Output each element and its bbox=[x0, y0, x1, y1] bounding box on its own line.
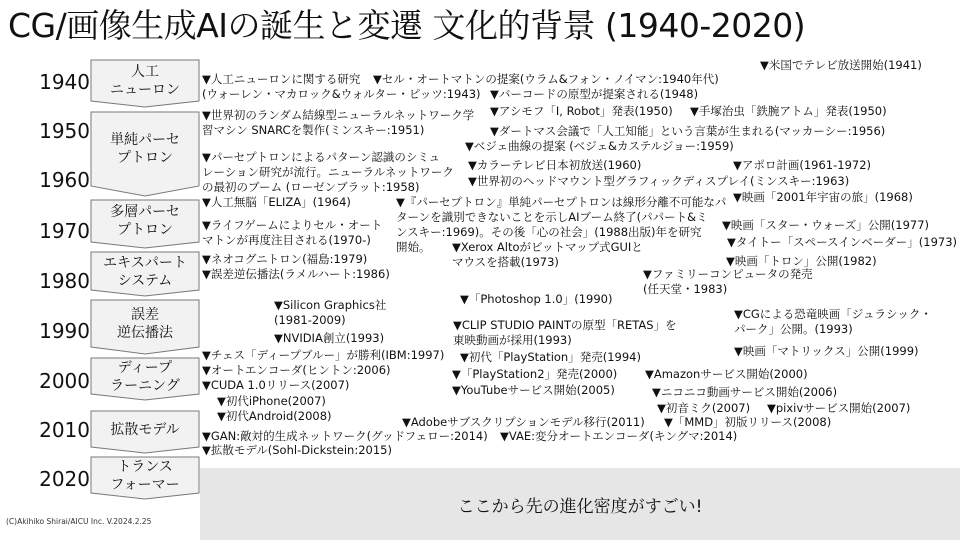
era-label: エキスパート システム bbox=[103, 254, 187, 289]
timeline-event: ▼タイトー「スペースインベーダー」(1973) bbox=[727, 235, 958, 249]
timeline-event: ▼『パーセプトロン』単純パーセプトロンは線形分離不可能なパ ターンを識別できないことを示しAIブーム終了(パパート&ミ ンスキー:1969)。その後「心の社会」(1988出版)年を研究 開始。 bbox=[396, 195, 727, 254]
timeline-event: ▼pixivサービス開始(2007) bbox=[767, 401, 911, 415]
year-label: 1940 bbox=[39, 70, 90, 94]
era-box bbox=[90, 299, 200, 355]
timeline-event: ▼CLIP STUDIO PAINTの原型「RETAS」を 東映動画が採用(1993) bbox=[453, 318, 677, 347]
timeline-event: ▼映画「トロン」公開(1982) bbox=[726, 254, 877, 268]
timeline-event: ▼世界初のヘッドマウント型グラフィックディスプレイ(ミンスキー:1963) bbox=[468, 174, 850, 188]
era-label: 人工 ニューロン bbox=[110, 64, 180, 98]
timeline-event: ▼ニコニコ動画サービス開始(2006) bbox=[652, 385, 838, 399]
timeline-event: ▼チェス「ディープブルー」が勝利(IBM:1997) bbox=[202, 348, 445, 362]
year-label: 1980 bbox=[39, 269, 90, 293]
timeline-event: ▼初代iPhone(2007) bbox=[217, 394, 326, 408]
era-box bbox=[90, 251, 200, 297]
timeline-event: ▼アシモフ「I, Robot」発表(1950) bbox=[490, 104, 673, 118]
era-label: トランス フォーマー bbox=[110, 458, 180, 493]
timeline-event: ▼セル・オートマトンの提案(ウラム&フォン・ノイマン:1940年代) bbox=[373, 72, 719, 86]
closing-banner bbox=[200, 468, 960, 540]
timeline-event: ▼映画「2001年宇宙の旅」(1968) bbox=[733, 190, 913, 204]
copyright: (C)Akihiko Shirai/AICU Inc. V.2024.2.25 bbox=[6, 517, 152, 526]
era-label: 多層パーセ プトロン bbox=[110, 204, 180, 238]
year-label: 1990 bbox=[39, 319, 90, 343]
timeline-event: ▼YouTubeサービス開始(2005) bbox=[452, 383, 615, 397]
timeline-event: ▼GAN:敵対的生成ネットワーク(グッドフェロー:2014) bbox=[202, 429, 488, 443]
year-label: 1950 bbox=[39, 119, 90, 143]
timeline-event: ▼「Photoshop 1.0」(1990) bbox=[460, 292, 613, 306]
timeline-event: ▼Xerox Altoがビットマップ式GUIと マウスを搭載(1973) bbox=[452, 240, 643, 269]
era-box bbox=[90, 456, 200, 500]
year-label: 2000 bbox=[39, 369, 90, 393]
era-label: 誤差 逆伝播法 bbox=[117, 307, 173, 341]
era-box bbox=[90, 410, 200, 454]
timeline-event: ▼CUDA 1.0リリース(2007) bbox=[202, 378, 350, 392]
timeline-event: ▼アポロ計画(1961-1972) bbox=[733, 158, 871, 172]
era-box bbox=[90, 111, 200, 197]
timeline-event: ▼Silicon Graphics社 (1981-2009) bbox=[274, 298, 387, 327]
timeline-event: ▼拡散モデル(Sohl-Dickstein:2015) bbox=[202, 443, 392, 457]
timeline-event: ▼NVIDIA創立(1993) bbox=[274, 331, 385, 345]
timeline-event: ▼米国でテレビ放送開始(1941) bbox=[760, 58, 922, 72]
year-label: 1960 bbox=[39, 168, 90, 192]
timeline-event: ▼VAE:変分オートエンコーダ(キングマ:2014) bbox=[500, 429, 738, 443]
timeline-event: ▼ベジェ曲線の提案 (ベジェ&カステルジョー:1959) bbox=[465, 139, 734, 153]
banner-text: ここから先の進化密度がすごい! bbox=[457, 496, 703, 517]
era-label: 単純パーセ プトロン bbox=[110, 132, 180, 166]
timeline-event: ▼映画「マトリックス」公開(1999) bbox=[734, 344, 919, 358]
timeline-event: ▼初音ミク(2007) bbox=[657, 401, 751, 415]
timeline-event: ▼CGによる恐竜映画「ジュラシック・ パーク」公開。(1993) bbox=[734, 307, 932, 336]
timeline-event: ▼バーコードの原型が提案される(1948) bbox=[490, 87, 699, 101]
year-label: 2010 bbox=[39, 418, 90, 442]
timeline-event: ▼オートエンコーダ(ヒントン:2006) bbox=[202, 363, 391, 377]
page-title: CG/画像生成AIの誕生と変遷 文化的背景 (1940-2020) bbox=[8, 6, 806, 45]
timeline-event: ▼世界初のランダム結線型ニューラルネットワーク学 習マシン SNARCを製作(ミンスキー:1951) bbox=[202, 108, 475, 137]
timeline-event: ▼ダートマス会議で「人工知能」という言葉が生まれる(マッカーシー:1956) bbox=[490, 124, 886, 138]
timeline-event: ▼ネオコグニトロン(福島:1979) bbox=[202, 252, 368, 266]
timeline-event: ▼初代「PlayStation」発売(1994) bbox=[460, 350, 641, 364]
timeline-event: ▼Adobeサブスクリプションモデル移行(2011) bbox=[402, 415, 645, 429]
timeline-event: ▼映画「スター・ウォーズ」公開(1977) bbox=[722, 218, 930, 232]
timeline-event: ▼人工無脳「ELIZA」(1964) bbox=[202, 195, 351, 209]
timeline-event: ▼誤差逆伝播法(ラメルハート:1986) bbox=[202, 267, 390, 281]
era-label: ディープ ラーニング bbox=[110, 359, 180, 394]
timeline-event: ▼カラーテレビ日本初放送(1960) bbox=[468, 158, 642, 172]
timeline-event: ▼ライフゲームによりセル・オート マトンが再度注目される(1970-) bbox=[202, 218, 383, 247]
timeline-event: ▼パーセプトロンによるパターン認識のシミュ レーション研究が流行。ニューラルネットワーク の最初のブーム (ローゼンブラット:1958) bbox=[202, 150, 454, 194]
era-box bbox=[90, 59, 200, 108]
timeline-event: ▼「PlayStation2」発売(2000) bbox=[452, 367, 618, 381]
year-label: 1970 bbox=[39, 219, 90, 243]
era-box bbox=[90, 357, 200, 401]
timeline-event: ▼Amazonサービス開始(2000) bbox=[645, 367, 808, 381]
timeline-event: ▼人工ニューロンに関する研究 (ウォーレン・マカロック&ウォルター・ピッツ:1943) bbox=[202, 72, 481, 101]
era-box bbox=[90, 199, 200, 249]
timeline-event: ▼ファミリーコンピュータの発売 (任天堂・1983) bbox=[643, 267, 813, 296]
timeline-event: ▼「MMD」初版リリース(2008) bbox=[664, 415, 832, 429]
timeline-event: ▼手塚治虫「鉄腕アトム」発表(1950) bbox=[690, 104, 887, 118]
year-label: 2020 bbox=[39, 467, 90, 491]
timeline-event: ▼初代Android(2008) bbox=[217, 409, 332, 423]
era-label: 拡散モデル bbox=[110, 421, 180, 438]
